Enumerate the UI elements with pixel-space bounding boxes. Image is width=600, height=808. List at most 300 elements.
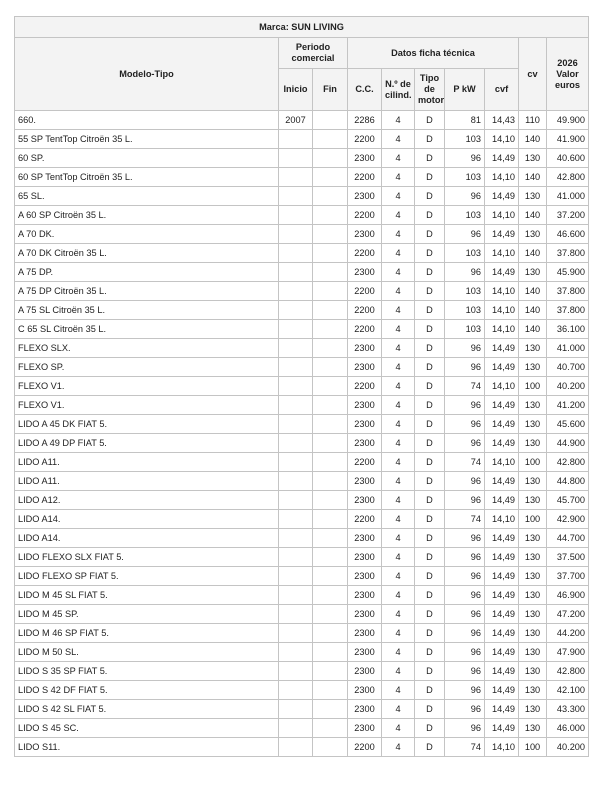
cell-engine-type: D <box>415 130 445 149</box>
cell-cylinders: 4 <box>382 168 415 187</box>
cell-model: LIDO A 49 DP FIAT 5. <box>15 434 279 453</box>
header-end: Fin <box>313 69 348 111</box>
table-row <box>15 567 589 586</box>
cell-cv: 130 <box>519 643 547 662</box>
cell-cvf: 14,49 <box>485 567 519 586</box>
cell-cvf: 14,49 <box>485 529 519 548</box>
cell-engine-type: D <box>415 358 445 377</box>
cell-cv: 140 <box>519 301 547 320</box>
cell-cv: 130 <box>519 681 547 700</box>
cell-cylinders: 4 <box>382 586 415 605</box>
cell-model: FLEXO V1. <box>15 377 279 396</box>
cell-cv: 130 <box>519 586 547 605</box>
cell-pkw: 96 <box>445 681 485 700</box>
table-row <box>15 111 589 130</box>
cell-pkw: 103 <box>445 282 485 301</box>
cell-value: 42.100 <box>547 681 589 700</box>
cell-cc: 2300 <box>348 187 382 206</box>
cell-value: 41.000 <box>547 187 589 206</box>
cell-cc: 2300 <box>348 662 382 681</box>
cell-value: 44.700 <box>547 529 589 548</box>
cell-pkw: 74 <box>445 453 485 472</box>
cell-cv: 130 <box>519 529 547 548</box>
cell-cylinders: 4 <box>382 548 415 567</box>
cell-value: 42.900 <box>547 510 589 529</box>
cell-start <box>279 491 313 510</box>
cell-engine-type: D <box>415 491 445 510</box>
cell-pkw: 103 <box>445 168 485 187</box>
cell-cvf: 14,49 <box>485 358 519 377</box>
cell-cv: 100 <box>519 510 547 529</box>
cell-cv: 130 <box>519 719 547 738</box>
cell-pkw: 96 <box>445 567 485 586</box>
cell-start <box>279 415 313 434</box>
cell-cylinders: 4 <box>382 605 415 624</box>
cell-end <box>313 472 348 491</box>
cell-pkw: 96 <box>445 149 485 168</box>
cell-cv: 130 <box>519 700 547 719</box>
cell-start <box>279 358 313 377</box>
cell-cylinders: 4 <box>382 206 415 225</box>
cell-end <box>313 643 348 662</box>
cell-cv: 130 <box>519 187 547 206</box>
cell-engine-type: D <box>415 168 445 187</box>
cell-cylinders: 4 <box>382 282 415 301</box>
cell-value: 42.800 <box>547 168 589 187</box>
cell-value: 46.600 <box>547 225 589 244</box>
cell-cvf: 14,49 <box>485 681 519 700</box>
cell-cv: 100 <box>519 453 547 472</box>
header-value: 2026 Valor euros <box>547 38 589 111</box>
cell-end <box>313 529 348 548</box>
cell-pkw: 96 <box>445 415 485 434</box>
cell-start <box>279 377 313 396</box>
cell-engine-type: D <box>415 206 445 225</box>
cell-end <box>313 244 348 263</box>
cell-cc: 2300 <box>348 700 382 719</box>
table-row <box>15 681 589 700</box>
cell-end <box>313 320 348 339</box>
cell-end <box>313 586 348 605</box>
cell-start <box>279 282 313 301</box>
cell-cvf: 14,49 <box>485 662 519 681</box>
cell-cylinders: 4 <box>382 510 415 529</box>
cell-value: 41.200 <box>547 396 589 415</box>
cell-cvf: 14,10 <box>485 377 519 396</box>
cell-value: 45.700 <box>547 491 589 510</box>
cell-end <box>313 434 348 453</box>
cell-cylinders: 4 <box>382 624 415 643</box>
cell-pkw: 96 <box>445 700 485 719</box>
cell-pkw: 103 <box>445 130 485 149</box>
cell-value: 37.200 <box>547 206 589 225</box>
cell-end <box>313 187 348 206</box>
cell-model: LIDO A 45 DK FIAT 5. <box>15 415 279 434</box>
cell-end <box>313 396 348 415</box>
cell-cvf: 14,49 <box>485 225 519 244</box>
cell-pkw: 103 <box>445 301 485 320</box>
cell-start <box>279 301 313 320</box>
table-row <box>15 643 589 662</box>
cell-value: 44.200 <box>547 624 589 643</box>
cell-end <box>313 225 348 244</box>
cell-value: 37.700 <box>547 567 589 586</box>
cell-cvf: 14,10 <box>485 320 519 339</box>
cell-model: LIDO S11. <box>15 738 279 757</box>
cell-engine-type: D <box>415 719 445 738</box>
cell-cylinders: 4 <box>382 111 415 130</box>
cell-end <box>313 548 348 567</box>
cell-cv: 130 <box>519 396 547 415</box>
cell-cylinders: 4 <box>382 567 415 586</box>
cell-model: LIDO A14. <box>15 529 279 548</box>
cell-cc: 2300 <box>348 567 382 586</box>
cell-model: FLEXO V1. <box>15 396 279 415</box>
cell-model: 65 SL. <box>15 187 279 206</box>
cell-start <box>279 472 313 491</box>
cell-cc: 2300 <box>348 548 382 567</box>
vehicle-value-table <box>14 16 589 757</box>
cell-engine-type: D <box>415 548 445 567</box>
cell-cvf: 14,49 <box>485 700 519 719</box>
cell-value: 41.900 <box>547 130 589 149</box>
cell-value: 49.900 <box>547 111 589 130</box>
cell-end <box>313 282 348 301</box>
cell-cylinders: 4 <box>382 358 415 377</box>
cell-cv: 140 <box>519 206 547 225</box>
cell-start <box>279 225 313 244</box>
cell-model: A 75 DP. <box>15 263 279 282</box>
cell-cc: 2286 <box>348 111 382 130</box>
cell-cc: 2300 <box>348 472 382 491</box>
cell-cc: 2300 <box>348 624 382 643</box>
cell-cc: 2300 <box>348 529 382 548</box>
cell-cv: 130 <box>519 548 547 567</box>
cell-model: LIDO FLEXO SP FIAT 5. <box>15 567 279 586</box>
cell-end <box>313 510 348 529</box>
cell-end <box>313 358 348 377</box>
cell-cc: 2200 <box>348 168 382 187</box>
table-row <box>15 415 589 434</box>
table-row <box>15 624 589 643</box>
cell-pkw: 96 <box>445 491 485 510</box>
cell-engine-type: D <box>415 187 445 206</box>
cell-cylinders: 4 <box>382 225 415 244</box>
cell-cvf: 14,49 <box>485 719 519 738</box>
cell-value: 37.800 <box>547 244 589 263</box>
cell-start <box>279 700 313 719</box>
cell-end <box>313 453 348 472</box>
cell-engine-type: D <box>415 624 445 643</box>
cell-cc: 2300 <box>348 149 382 168</box>
cell-pkw: 96 <box>445 396 485 415</box>
cell-engine-type: D <box>415 339 445 358</box>
cell-cc: 2200 <box>348 130 382 149</box>
cell-cc: 2200 <box>348 301 382 320</box>
cell-end <box>313 681 348 700</box>
cell-cc: 2300 <box>348 643 382 662</box>
cell-cvf: 14,10 <box>485 510 519 529</box>
cell-cylinders: 4 <box>382 396 415 415</box>
cell-cvf: 14,10 <box>485 244 519 263</box>
table-body <box>15 111 589 757</box>
cell-start <box>279 738 313 757</box>
cell-engine-type: D <box>415 605 445 624</box>
cell-start <box>279 510 313 529</box>
cell-cvf: 14,10 <box>485 453 519 472</box>
table-row <box>15 263 589 282</box>
cell-cv: 140 <box>519 168 547 187</box>
cell-cylinders: 4 <box>382 681 415 700</box>
cell-engine-type: D <box>415 149 445 168</box>
cell-start <box>279 719 313 738</box>
cell-cvf: 14,10 <box>485 130 519 149</box>
cell-cc: 2300 <box>348 225 382 244</box>
cell-value: 43.300 <box>547 700 589 719</box>
cell-model: A 75 DP Citroën 35 L. <box>15 282 279 301</box>
table-row <box>15 472 589 491</box>
table-row <box>15 738 589 757</box>
cell-cylinders: 4 <box>382 301 415 320</box>
cell-end <box>313 377 348 396</box>
cell-end <box>313 662 348 681</box>
cell-cc: 2300 <box>348 491 382 510</box>
cell-value: 42.800 <box>547 662 589 681</box>
cell-start <box>279 339 313 358</box>
cell-cvf: 14,49 <box>485 491 519 510</box>
cell-pkw: 74 <box>445 377 485 396</box>
cell-cylinders: 4 <box>382 130 415 149</box>
cell-engine-type: D <box>415 282 445 301</box>
cell-cylinders: 4 <box>382 263 415 282</box>
cell-cylinders: 4 <box>382 491 415 510</box>
cell-engine-type: D <box>415 738 445 757</box>
cell-end <box>313 738 348 757</box>
cell-start <box>279 187 313 206</box>
cell-cvf: 14,10 <box>485 282 519 301</box>
cell-cv: 130 <box>519 605 547 624</box>
cell-pkw: 96 <box>445 472 485 491</box>
cell-pkw: 96 <box>445 643 485 662</box>
cell-cv: 130 <box>519 434 547 453</box>
cell-model: A 70 DK Citroën 35 L. <box>15 244 279 263</box>
cell-cv: 130 <box>519 263 547 282</box>
cell-cvf: 14,49 <box>485 624 519 643</box>
cell-cv: 140 <box>519 130 547 149</box>
cell-end <box>313 605 348 624</box>
cell-value: 47.200 <box>547 605 589 624</box>
table-row <box>15 434 589 453</box>
cell-cv: 130 <box>519 415 547 434</box>
cell-engine-type: D <box>415 662 445 681</box>
table-row <box>15 130 589 149</box>
cell-cv: 110 <box>519 111 547 130</box>
cell-cc: 2200 <box>348 377 382 396</box>
cell-cvf: 14,49 <box>485 586 519 605</box>
cell-pkw: 96 <box>445 263 485 282</box>
cell-start <box>279 453 313 472</box>
header-cc: C.C. <box>348 69 382 111</box>
cell-cc: 2200 <box>348 320 382 339</box>
header-cyl: N.º de cilind. <box>382 69 415 111</box>
cell-value: 36.100 <box>547 320 589 339</box>
table-row <box>15 358 589 377</box>
cell-cc: 2300 <box>348 681 382 700</box>
cell-end <box>313 339 348 358</box>
cell-value: 37.500 <box>547 548 589 567</box>
cell-cylinders: 4 <box>382 415 415 434</box>
cell-start <box>279 548 313 567</box>
table-row <box>15 510 589 529</box>
cell-cc: 2200 <box>348 453 382 472</box>
cell-cc: 2300 <box>348 434 382 453</box>
cell-model: 660. <box>15 111 279 130</box>
cell-cylinders: 4 <box>382 377 415 396</box>
header-model: Modelo-Tipo <box>15 38 279 111</box>
table-row <box>15 225 589 244</box>
cell-model: LIDO M 45 SL FIAT 5. <box>15 586 279 605</box>
cell-cv: 130 <box>519 149 547 168</box>
cell-cylinders: 4 <box>382 643 415 662</box>
cell-cv: 140 <box>519 320 547 339</box>
cell-pkw: 96 <box>445 187 485 206</box>
cell-cc: 2300 <box>348 719 382 738</box>
cell-cvf: 14,10 <box>485 168 519 187</box>
cell-pkw: 96 <box>445 662 485 681</box>
cell-cv: 140 <box>519 282 547 301</box>
cell-cc: 2300 <box>348 396 382 415</box>
cell-model: LIDO A12. <box>15 491 279 510</box>
table-row <box>15 605 589 624</box>
cell-engine-type: D <box>415 586 445 605</box>
cell-engine-type: D <box>415 453 445 472</box>
cell-model: LIDO S 42 SL FIAT 5. <box>15 700 279 719</box>
table-row <box>15 206 589 225</box>
cell-pkw: 103 <box>445 244 485 263</box>
cell-pkw: 96 <box>445 225 485 244</box>
cell-cv: 130 <box>519 472 547 491</box>
cell-cv: 130 <box>519 567 547 586</box>
cell-end <box>313 567 348 586</box>
cell-value: 47.900 <box>547 643 589 662</box>
cell-cv: 130 <box>519 662 547 681</box>
cell-cc: 2200 <box>348 282 382 301</box>
cell-value: 46.900 <box>547 586 589 605</box>
cell-value: 40.200 <box>547 377 589 396</box>
cell-cylinders: 4 <box>382 149 415 168</box>
cell-value: 37.800 <box>547 282 589 301</box>
table-row <box>15 662 589 681</box>
cell-pkw: 103 <box>445 206 485 225</box>
cell-value: 45.600 <box>547 415 589 434</box>
header-start: Inicio <box>279 69 313 111</box>
cell-end <box>313 301 348 320</box>
cell-engine-type: D <box>415 396 445 415</box>
cell-model: LIDO A11. <box>15 453 279 472</box>
cell-model: LIDO A14. <box>15 510 279 529</box>
cell-start <box>279 149 313 168</box>
cell-value: 37.800 <box>547 301 589 320</box>
table-row <box>15 453 589 472</box>
cell-pkw: 96 <box>445 548 485 567</box>
cell-start <box>279 624 313 643</box>
cell-cvf: 14,49 <box>485 396 519 415</box>
cell-engine-type: D <box>415 263 445 282</box>
header-period: Periodo comercial <box>279 38 348 69</box>
cell-model: LIDO M 50 SL. <box>15 643 279 662</box>
header-cvf: cvf <box>485 69 519 111</box>
table-row <box>15 244 589 263</box>
cell-model: A 60 SP Citroën 35 L. <box>15 206 279 225</box>
cell-cv: 130 <box>519 339 547 358</box>
cell-cc: 2200 <box>348 510 382 529</box>
cell-cvf: 14,49 <box>485 605 519 624</box>
cell-engine-type: D <box>415 320 445 339</box>
cell-engine-type: D <box>415 434 445 453</box>
cell-model: LIDO A11. <box>15 472 279 491</box>
cell-pkw: 96 <box>445 605 485 624</box>
cell-end <box>313 149 348 168</box>
cell-cc: 2300 <box>348 586 382 605</box>
cell-cvf: 14,10 <box>485 738 519 757</box>
cell-engine-type: D <box>415 510 445 529</box>
cell-pkw: 96 <box>445 529 485 548</box>
cell-cc: 2200 <box>348 738 382 757</box>
table-row <box>15 339 589 358</box>
cell-cc: 2300 <box>348 263 382 282</box>
cell-value: 44.800 <box>547 472 589 491</box>
cell-engine-type: D <box>415 225 445 244</box>
cell-cv: 130 <box>519 225 547 244</box>
cell-cv: 130 <box>519 624 547 643</box>
table-row <box>15 719 589 738</box>
cell-start <box>279 206 313 225</box>
cell-cylinders: 4 <box>382 738 415 757</box>
cell-engine-type: D <box>415 415 445 434</box>
cell-model: LIDO S 35 SP FIAT 5. <box>15 662 279 681</box>
cell-engine-type: D <box>415 643 445 662</box>
brand-title: Marca: SUN LIVING <box>15 17 589 38</box>
cell-end <box>313 415 348 434</box>
cell-cc: 2300 <box>348 605 382 624</box>
cell-cvf: 14,49 <box>485 187 519 206</box>
cell-start <box>279 130 313 149</box>
cell-start <box>279 434 313 453</box>
cell-cylinders: 4 <box>382 339 415 358</box>
cell-end <box>313 130 348 149</box>
table-row <box>15 529 589 548</box>
header-cv: cv <box>519 38 547 111</box>
cell-cylinders: 4 <box>382 320 415 339</box>
cell-cvf: 14,49 <box>485 415 519 434</box>
table-row <box>15 700 589 719</box>
cell-cylinders: 4 <box>382 434 415 453</box>
cell-model: 60 SP TentTop Citroën 35 L. <box>15 168 279 187</box>
cell-start: 2007 <box>279 111 313 130</box>
cell-cylinders: 4 <box>382 472 415 491</box>
cell-pkw: 96 <box>445 719 485 738</box>
cell-engine-type: D <box>415 700 445 719</box>
cell-engine-type: D <box>415 681 445 700</box>
cell-end <box>313 491 348 510</box>
cell-end <box>313 111 348 130</box>
cell-cvf: 14,10 <box>485 301 519 320</box>
cell-end <box>313 168 348 187</box>
cell-cvf: 14,49 <box>485 472 519 491</box>
cell-cvf: 14,49 <box>485 339 519 358</box>
cell-pkw: 96 <box>445 624 485 643</box>
cell-start <box>279 529 313 548</box>
